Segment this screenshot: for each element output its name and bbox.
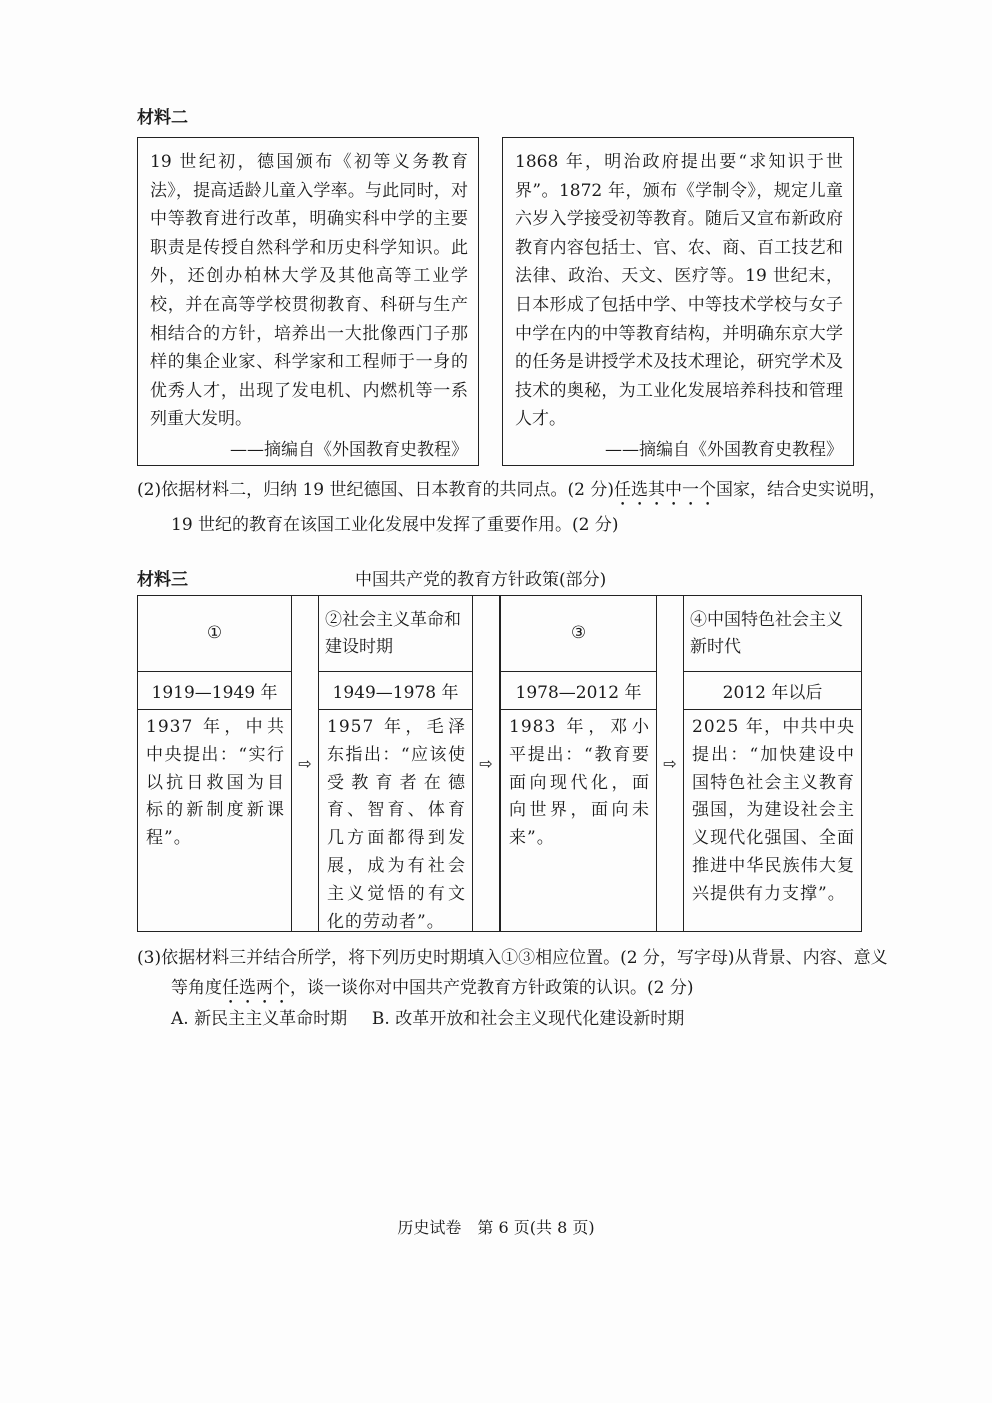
question-2-part1: (2)依据材料二，归纳 19 世纪德国、日本教育的共同点。(2 分) [137,480,615,500]
period-policy-3: 1983 年，邓小平提出：“教育要面向现代化，面向世界，面向未来”。 [509,717,650,849]
germany-material-box [137,137,479,466]
question-3 [137,943,901,1008]
question-2 [137,475,901,540]
period-years-3: 1978—2012 年 [501,672,656,710]
period-policy-2: 1957 年，毛泽东指出：“应该使受教育者在德育、智育、体育几方面都得到发展，成为有社会主义觉悟的有文化的劳动者”。 [327,717,466,932]
japan-material-source: ——摘编自《外国教育史教程》 [605,439,843,460]
material3-heading: 材料三 [137,570,188,590]
table-title: 中国共产党的教育方针政策(部分) [355,570,607,590]
arrow-right-icon: ⇨ [472,595,500,932]
period-years-1: 1919—1949 年 [138,672,291,710]
question-3-part1: (3)依据材料三并结合所学，将下列历史时期填入①③相应位置。(2 分，写字母)从背景、内容、意义等角度 [137,948,888,998]
period-policy-4: 2025 年，中共中央提出：“加快建设中国特色社会主义教育强国，为建设社会主义现代化强国、全面推进中华民族伟大复兴提供有力支撑”。 [692,717,855,904]
page-footer: 历史试卷 第 6 页(共 8 页) [397,1218,595,1237]
arrow-right-icon: ⇨ [656,595,684,932]
period-years-2: 1949—1978 年 [319,672,472,710]
question-3-options [171,1004,684,1034]
japan-material-text: 1868 年，明治政府提出要“求知识于世界”。1872 年，颁布《学制令》，规定儿童六岁入学接受初等教育。随后又宣布新政府教育内容包括士、官、农、商、百工技艺和法律、政治、天文、医疗等。19 世纪末，日本形成了包括中学、中等技术学校与女子中学在内的中等教育结构，并明确东京大学的任务是讲授学术及技术理论，研究学术及技术的奥秘，为工业化发展培养科技和管理人才。 [515,152,843,430]
germany-material-text: 19 世纪初，德国颁布《初等义务教育法》，提高适龄儿童入学率。与此同时，对中等教育进行改革，明确实科中学的主要职责是传授自然科学和历史科学知识。此外，还创办柏林大学及其他高等工业学校，并在高等学校贯彻教育、科研与生产相结合的方针，培养出一大批像西门子那样的集企业家、科学家和工程师于一身的优秀人才，出现了发电机、内燃机等一系列重大发明。 [150,152,468,430]
question-2-part2: 国家，结合史实说明，19 世纪的教育在该国工业化发展中发挥了重要作用。(2 分) [171,480,887,535]
period-name-1: ① [138,596,291,672]
period-policy-1: 1937 年，中共中央提出：“实行以抗日救国为目标的新制度新课程”。 [146,717,285,849]
option-a: A. 新民主主义革命时期 [171,1009,348,1029]
question-3-part2: ，谈一谈你对中国共产党教育方针政策的认识。(2 分) [290,978,694,998]
question-2-emphasis: 任选其中一个 [614,480,717,500]
arrow-right-icon: ⇨ [291,595,319,932]
period-name-4: ④中国特色社会主义新时代 [684,596,861,672]
period-name-3: ③ [501,596,656,672]
period-years-4: 2012 年以后 [684,672,861,710]
germany-material-source: ——摘编自《外国教育史教程》 [230,439,468,460]
option-b: B. 改革开放和社会主义现代化建设新时期 [371,1009,685,1029]
japan-material-box [502,137,854,466]
period-column-1 [137,595,292,932]
period-column-2 [318,595,473,932]
period-name-2: ②社会主义革命和建设时期 [319,596,472,672]
material2-heading: 材料二 [137,108,188,128]
period-column-4 [683,595,862,932]
question-3-emphasis: 任选两个 [222,978,290,998]
period-column-3 [500,595,657,932]
